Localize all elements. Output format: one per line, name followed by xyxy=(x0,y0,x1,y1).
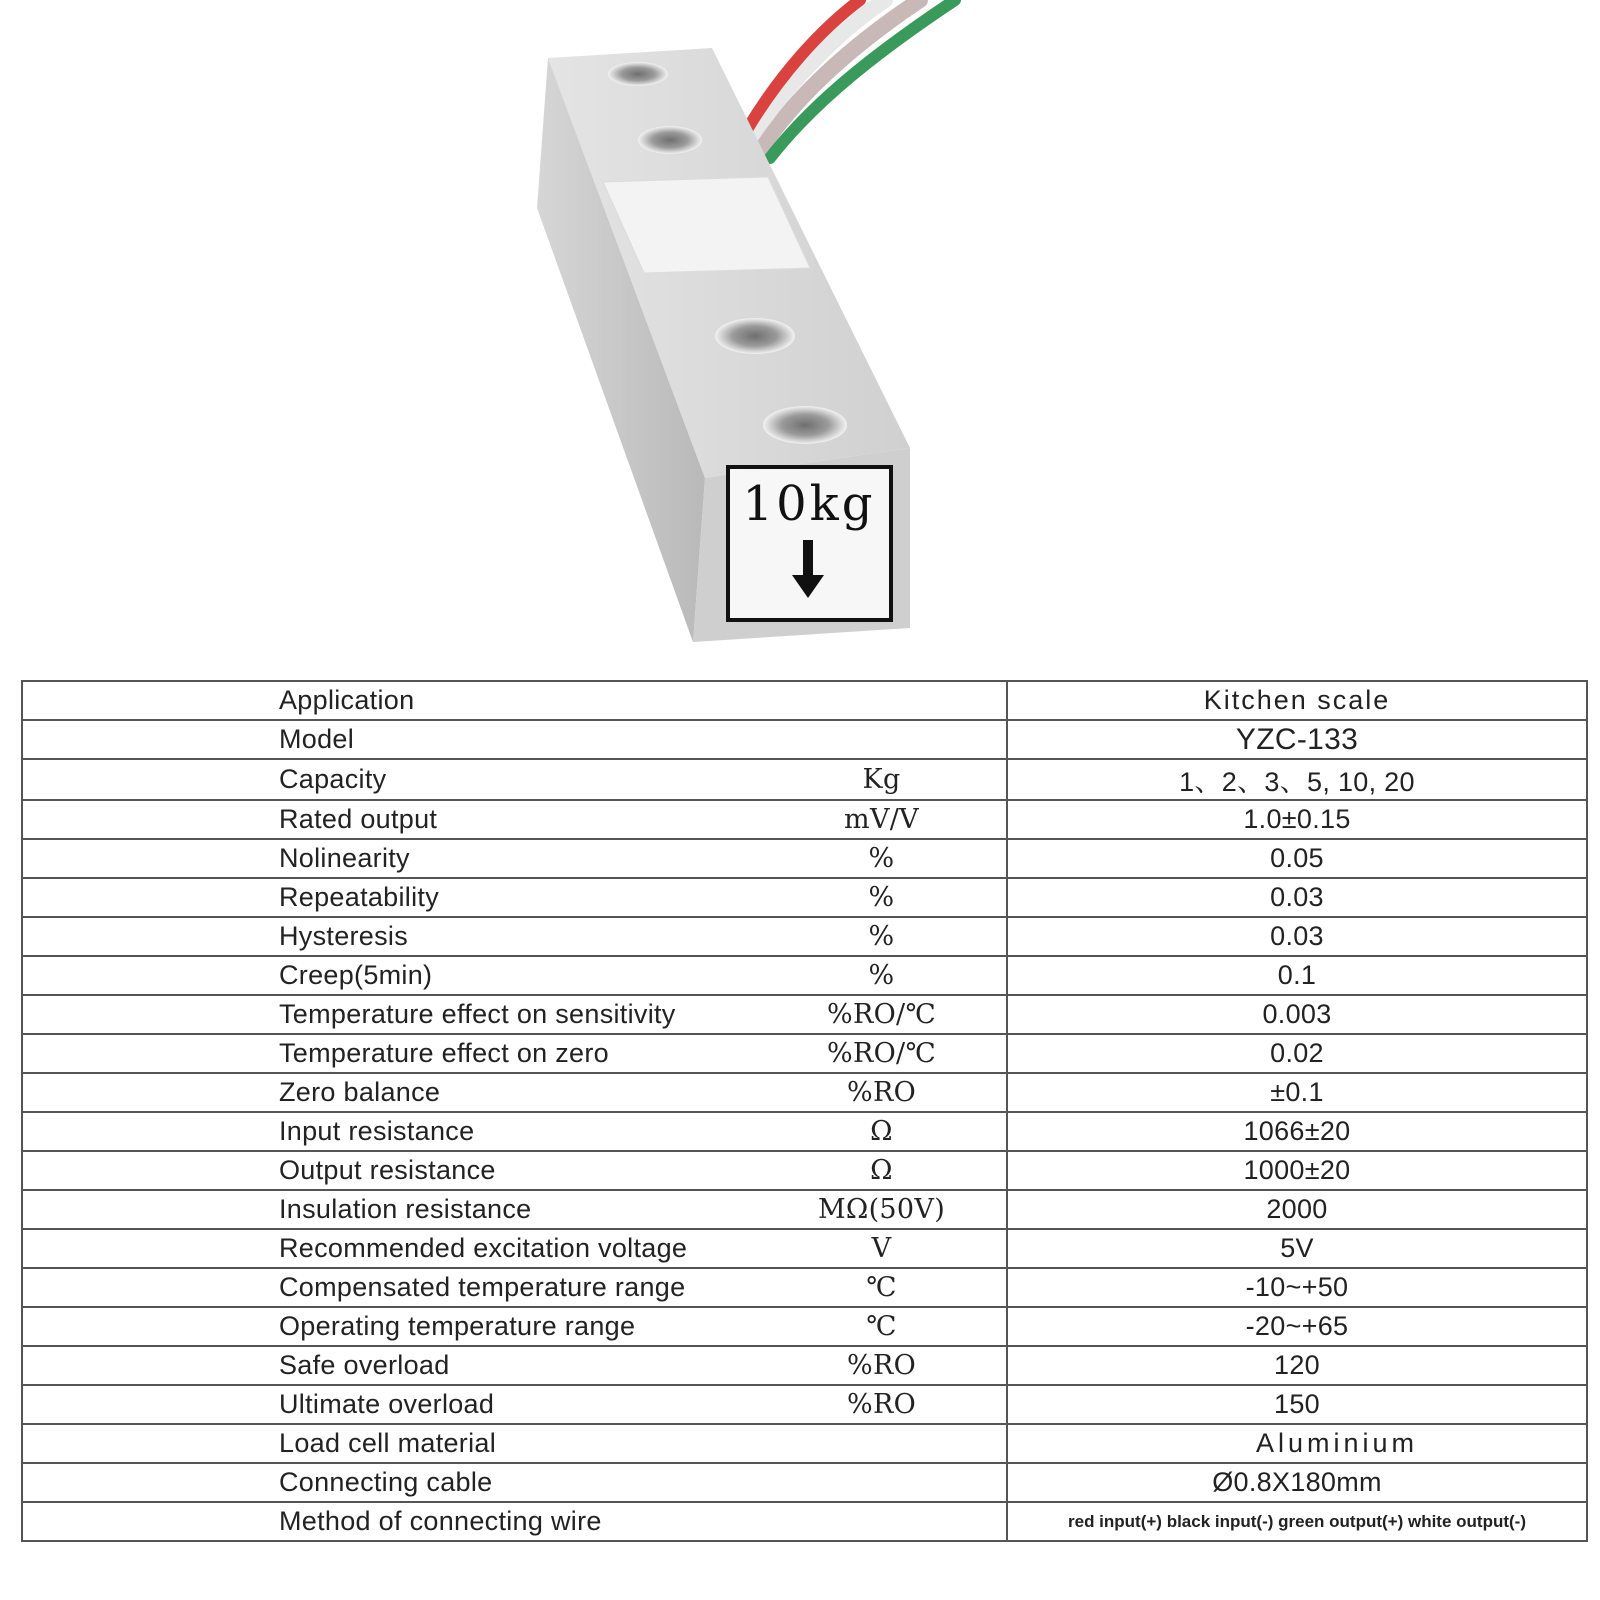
table-row xyxy=(22,1307,1587,1346)
spec-unit xyxy=(757,1502,1007,1541)
spec-unit: ℃ xyxy=(757,1307,1007,1346)
table-row xyxy=(22,995,1587,1034)
spec-value: 1000±20 xyxy=(1007,1151,1587,1190)
spec-unit xyxy=(757,720,1007,759)
spec-unit: %RO/℃ xyxy=(757,1034,1007,1073)
cable-wires xyxy=(748,0,955,158)
spec-value: 0.02 xyxy=(1007,1034,1587,1073)
spec-parameter: Hysteresis xyxy=(22,917,757,956)
spec-value: 0.03 xyxy=(1007,878,1587,917)
spec-parameter: Model xyxy=(22,720,757,759)
spec-value: 0.03 xyxy=(1007,917,1587,956)
table-row xyxy=(22,1268,1587,1307)
spec-parameter: Rated output xyxy=(22,800,757,839)
spec-value: YZC-133 xyxy=(1007,720,1587,759)
spec-value: 150 xyxy=(1007,1385,1587,1424)
table-row xyxy=(22,1190,1587,1229)
table-row xyxy=(22,1346,1587,1385)
spec-unit: % xyxy=(757,839,1007,878)
table-row xyxy=(22,1112,1587,1151)
spec-unit: %RO xyxy=(757,1385,1007,1424)
spec-value: Ø0.8X180mm xyxy=(1007,1463,1587,1502)
capacity-label-text: 10kg xyxy=(742,476,876,532)
table-row xyxy=(22,800,1587,839)
table-row xyxy=(22,681,1587,720)
spec-table xyxy=(21,680,1588,1542)
spec-value: ±0.1 xyxy=(1007,1073,1587,1112)
spec-parameter: Temperature effect on zero xyxy=(22,1034,757,1073)
table-row xyxy=(22,1034,1587,1073)
spec-parameter: Zero balance xyxy=(22,1073,757,1112)
spec-unit: %RO xyxy=(757,1346,1007,1385)
spec-parameter: Nolinearity xyxy=(22,839,757,878)
load-cell-product-image xyxy=(0,0,1600,660)
spec-unit: MΩ(50V) xyxy=(757,1190,1007,1229)
spec-value: Kitchen scale xyxy=(1007,681,1587,720)
spec-value: 2000 xyxy=(1007,1190,1587,1229)
spec-value: -10~+50 xyxy=(1007,1268,1587,1307)
table-row xyxy=(22,956,1587,995)
spec-unit: mV/V xyxy=(757,800,1007,839)
spec-parameter: Repeatability xyxy=(22,878,757,917)
mounting-hole-icon xyxy=(715,318,795,354)
spec-parameter: Operating temperature range xyxy=(22,1307,757,1346)
spec-value: 0.1 xyxy=(1007,956,1587,995)
spec-value: 1、2、3、5, 10, 20 xyxy=(1007,759,1587,800)
spec-value: -20~+65 xyxy=(1007,1307,1587,1346)
mounting-hole-icon xyxy=(763,406,847,444)
spec-parameter: Creep(5min) xyxy=(22,956,757,995)
spec-value: 5V xyxy=(1007,1229,1587,1268)
spec-unit: %RO/℃ xyxy=(757,995,1007,1034)
table-row xyxy=(22,1385,1587,1424)
spec-parameter: Method of connecting wire xyxy=(22,1502,757,1541)
spec-value: 0.05 xyxy=(1007,839,1587,878)
spec-parameter: Ultimate overload xyxy=(22,1385,757,1424)
spec-unit: % xyxy=(757,917,1007,956)
spec-value: 120 xyxy=(1007,1346,1587,1385)
table-row xyxy=(22,1502,1587,1541)
spec-value: 0.003 xyxy=(1007,995,1587,1034)
mounting-hole-icon xyxy=(608,62,668,86)
spec-value: red input(+) black input(-) green output(+) white output(-) xyxy=(1007,1502,1587,1541)
table-row xyxy=(22,1073,1587,1112)
table-row xyxy=(22,1424,1587,1463)
table-row xyxy=(22,878,1587,917)
spec-parameter: Load cell material xyxy=(22,1424,757,1463)
spec-unit: % xyxy=(757,956,1007,995)
spec-parameter: Insulation resistance xyxy=(22,1190,757,1229)
spec-unit xyxy=(757,681,1007,720)
table-row xyxy=(22,1151,1587,1190)
table-row xyxy=(22,1229,1587,1268)
spec-parameter: Compensated temperature range xyxy=(22,1268,757,1307)
table-row xyxy=(22,1463,1587,1502)
spec-parameter: Input resistance xyxy=(22,1112,757,1151)
spec-parameter: Safe overload xyxy=(22,1346,757,1385)
table-row xyxy=(22,720,1587,759)
spec-value: 1.0±0.15 xyxy=(1007,800,1587,839)
spec-parameter: Application xyxy=(22,681,757,720)
spec-unit: V xyxy=(757,1229,1007,1268)
table-row xyxy=(22,917,1587,956)
spec-unit: % xyxy=(757,878,1007,917)
spec-value: 1066±20 xyxy=(1007,1112,1587,1151)
spec-unit: Ω xyxy=(757,1112,1007,1151)
mounting-hole-icon xyxy=(638,126,702,154)
table-row xyxy=(22,839,1587,878)
spec-unit xyxy=(757,1463,1007,1502)
spec-parameter: Output resistance xyxy=(22,1151,757,1190)
spec-unit: Ω xyxy=(757,1151,1007,1190)
table-row xyxy=(22,759,1587,800)
spec-parameter: Temperature effect on sensitivity xyxy=(22,995,757,1034)
spec-unit: ℃ xyxy=(757,1268,1007,1307)
spec-parameter: Capacity xyxy=(22,759,757,800)
spec-parameter: Connecting cable xyxy=(22,1463,757,1502)
spec-unit: Kg xyxy=(757,759,1007,800)
capacity-label xyxy=(728,467,891,620)
spec-unit xyxy=(757,1424,1007,1463)
spec-parameter: Recommended excitation voltage xyxy=(22,1229,757,1268)
spec-value: Aluminium xyxy=(1007,1424,1587,1463)
spec-unit: %RO xyxy=(757,1073,1007,1112)
